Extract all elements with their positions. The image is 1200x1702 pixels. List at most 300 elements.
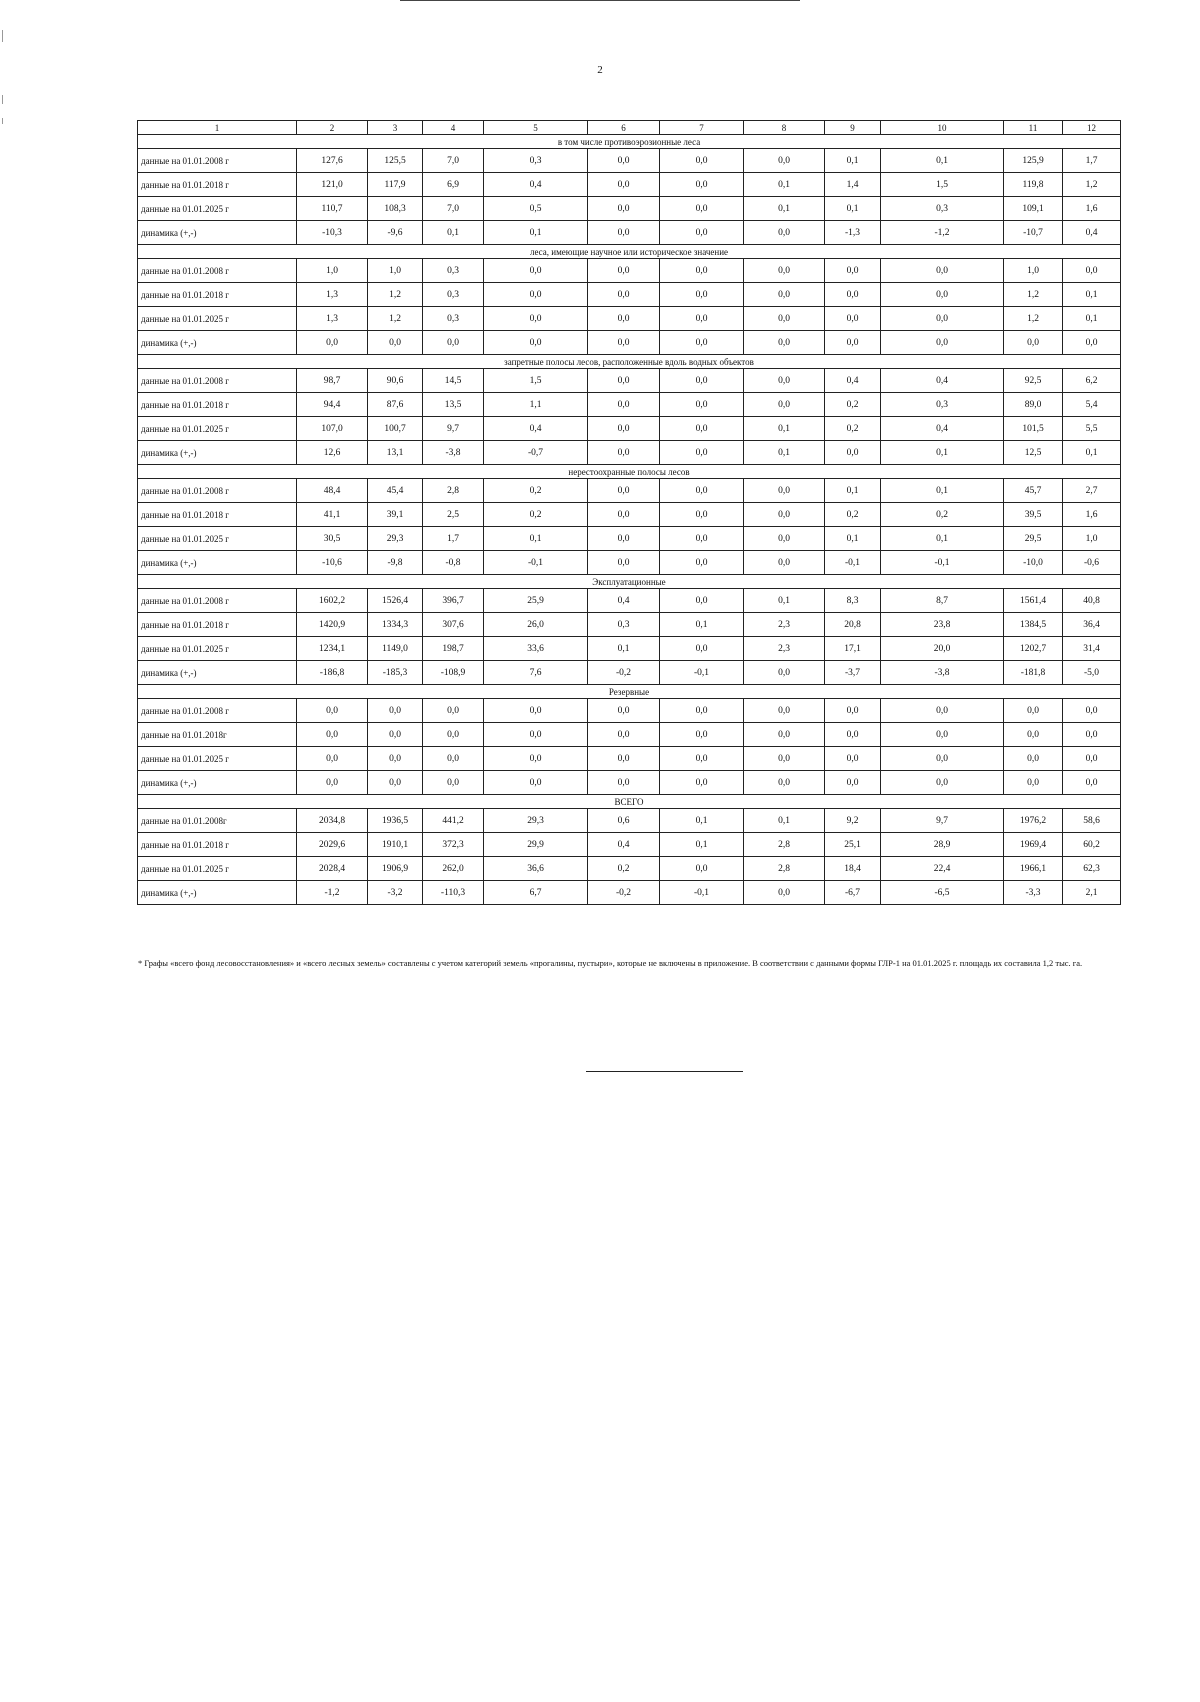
scan-margin-marks [2,0,6,1702]
row-label: данные на 01.01.2025 г [138,527,297,551]
section-row [138,135,1121,149]
table-cell: 1234,1 [297,637,368,661]
table-cell: 0,0 [297,747,368,771]
table-cell: 2,1 [1063,881,1121,905]
table-cell: 0,0 [825,259,881,283]
table-cell: 0,1 [744,589,825,613]
table-cell: 0,1 [881,441,1004,465]
section-row [138,465,1121,479]
table-cell: 0,0 [368,723,423,747]
table-row [138,441,1121,465]
table-cell: 0,1 [484,527,588,551]
table-cell: 0,0 [744,307,825,331]
row-label: данные на 01.01.2008 г [138,589,297,613]
table-cell: 0,0 [744,259,825,283]
table-cell: 2029,6 [297,833,368,857]
table-cell: 0,0 [588,393,660,417]
table-cell: 45,7 [1004,479,1063,503]
table-cell: 0,1 [1063,307,1121,331]
table-cell: 0,0 [588,723,660,747]
table-row [138,307,1121,331]
table-cell: 0,0 [744,221,825,245]
table-cell: 108,3 [368,197,423,221]
section-title: нерестоохранные полосы лесов [138,465,1121,479]
table-cell: 372,3 [423,833,484,857]
table-cell: 0,0 [297,331,368,355]
table-cell: 0,0 [423,723,484,747]
table-cell: 0,1 [1063,441,1121,465]
table-cell: 0,3 [881,393,1004,417]
table-cell: 0,0 [825,699,881,723]
table-cell: 0,0 [660,589,744,613]
row-label: данные на 01.01.2018 г [138,503,297,527]
table-cell: 0,0 [368,331,423,355]
row-label: данные на 01.01.2008г [138,809,297,833]
row-label: динамика (+,-) [138,771,297,795]
table-cell: 0,1 [744,197,825,221]
table-cell: 0,0 [1063,747,1121,771]
table-cell: 0,0 [588,369,660,393]
table-cell: -6,5 [881,881,1004,905]
column-header: 1 [138,121,297,135]
table-cell: 0,0 [881,307,1004,331]
table-cell: 0,3 [423,307,484,331]
table-cell: 25,9 [484,589,588,613]
table-cell: 0,1 [744,441,825,465]
table-cell: 0,0 [660,771,744,795]
table-cell: 0,0 [1063,771,1121,795]
table-cell: 1,4 [825,173,881,197]
column-header: 4 [423,121,484,135]
row-label: данные на 01.01.2008 г [138,369,297,393]
table-cell: 28,9 [881,833,1004,857]
table-cell: 0,1 [1063,283,1121,307]
table-row [138,149,1121,173]
table-cell: -9,8 [368,551,423,575]
row-label: динамика (+,-) [138,441,297,465]
table-cell: 7,6 [484,661,588,685]
table-cell: 36,4 [1063,613,1121,637]
table-cell: 25,1 [825,833,881,857]
section-row [138,795,1121,809]
table-cell: 396,7 [423,589,484,613]
table-cell: 0,0 [744,661,825,685]
table-cell: 23,8 [881,613,1004,637]
table-cell: 0,0 [660,503,744,527]
end-rule [586,1071,743,1072]
table-cell: -10,3 [297,221,368,245]
column-header: 12 [1063,121,1121,135]
table-cell: 100,7 [368,417,423,441]
table-cell: -3,7 [825,661,881,685]
table-cell: 45,4 [368,479,423,503]
table-cell: 0,3 [484,149,588,173]
table-cell: 0,0 [660,221,744,245]
table-cell: 0,0 [588,331,660,355]
table-cell: 0,0 [881,259,1004,283]
table-cell: 0,0 [660,699,744,723]
table-cell: 13,1 [368,441,423,465]
table-cell: -5,0 [1063,661,1121,685]
table-row [138,527,1121,551]
table-row [138,551,1121,575]
table-row [138,197,1121,221]
table-row [138,479,1121,503]
table-cell: 0,0 [660,149,744,173]
table-cell: 0,2 [825,417,881,441]
table-cell: 0,0 [588,503,660,527]
table-cell: 0,0 [744,283,825,307]
table-cell: 0,0 [1004,331,1063,355]
table-cell: 0,0 [1004,771,1063,795]
table-cell: 12,6 [297,441,368,465]
header-row [138,121,1121,135]
table-row [138,637,1121,661]
table-cell: 0,0 [881,723,1004,747]
table-cell: 60,2 [1063,833,1121,857]
table-row [138,771,1121,795]
top-edge-rule [400,0,800,1]
table-cell: 0,2 [881,503,1004,527]
table-cell: 101,5 [1004,417,1063,441]
row-label: данные на 01.01.2025 г [138,307,297,331]
table-cell: 0,0 [588,417,660,441]
table-cell: -110,3 [423,881,484,905]
table-cell: 1,5 [484,369,588,393]
table-cell: -108,9 [423,661,484,685]
table-cell: -186,8 [297,661,368,685]
table-cell: 0,1 [825,527,881,551]
table-cell: 125,9 [1004,149,1063,173]
table-cell: 262,0 [423,857,484,881]
table-cell: 0,0 [588,259,660,283]
table-cell: 0,4 [588,833,660,857]
table-cell: 20,8 [825,613,881,637]
row-label: данные на 01.01.2018г [138,723,297,747]
table-cell: 441,2 [423,809,484,833]
table-cell: 1,2 [368,283,423,307]
table-cell: 0,0 [825,723,881,747]
table-cell: 1,0 [1063,527,1121,551]
table-cell: 0,0 [484,747,588,771]
table-cell: 0,0 [744,369,825,393]
table-cell: 5,4 [1063,393,1121,417]
table-cell: 1,5 [881,173,1004,197]
table-cell: 22,4 [881,857,1004,881]
section-title: в том числе противоэрозионные леса [138,135,1121,149]
table-cell: 1334,3 [368,613,423,637]
table-cell: 1,1 [484,393,588,417]
table-cell: 0,1 [744,809,825,833]
table-cell: -0,1 [825,551,881,575]
table-cell: 0,0 [588,307,660,331]
table-cell: 0,0 [588,197,660,221]
table-row [138,589,1121,613]
table-cell: 0,1 [825,149,881,173]
table-cell: 62,3 [1063,857,1121,881]
table-cell: 0,0 [297,699,368,723]
table-cell: 29,3 [484,809,588,833]
table-cell: 0,4 [484,417,588,441]
table-cell: -185,3 [368,661,423,685]
table-cell: 0,0 [744,747,825,771]
table-cell: 6,2 [1063,369,1121,393]
table-cell: 0,0 [588,479,660,503]
table-cell: 0,0 [881,331,1004,355]
table-cell: 17,1 [825,637,881,661]
table-cell: 0,0 [825,441,881,465]
table-cell: 0,0 [484,699,588,723]
row-label: данные на 01.01.2025 г [138,417,297,441]
table-cell: 119,8 [1004,173,1063,197]
table-cell: -10,0 [1004,551,1063,575]
table-cell: 0,0 [423,331,484,355]
row-label: данные на 01.01.2008 г [138,479,297,503]
section-row [138,245,1121,259]
table-cell: 0,0 [744,479,825,503]
table-row [138,393,1121,417]
table-cell: 125,5 [368,149,423,173]
column-header: 5 [484,121,588,135]
table-cell: 0,0 [881,699,1004,723]
table-cell: 8,7 [881,589,1004,613]
page-number: 2 [597,64,603,76]
table-cell: -0,2 [588,661,660,685]
table-cell: 0,3 [881,197,1004,221]
table-cell: 0,1 [825,479,881,503]
row-label: данные на 01.01.2008 г [138,259,297,283]
table-cell: 36,6 [484,857,588,881]
table-cell: 9,7 [423,417,484,441]
table-cell: 0,0 [825,331,881,355]
table-cell: 0,0 [660,723,744,747]
table-cell: 0,0 [368,699,423,723]
column-header: 3 [368,121,423,135]
table-cell: 2,3 [744,637,825,661]
row-label: данные на 01.01.2025 г [138,747,297,771]
table-cell: 0,0 [1004,723,1063,747]
table-cell: 90,6 [368,369,423,393]
table-cell: 1906,9 [368,857,423,881]
table-cell: 9,7 [881,809,1004,833]
table-cell: 0,1 [660,613,744,637]
table-cell: 0,0 [660,307,744,331]
table-cell: 109,1 [1004,197,1063,221]
table-cell: 0,0 [660,479,744,503]
column-header: 7 [660,121,744,135]
table-cell: 1,2 [1004,283,1063,307]
table-row [138,503,1121,527]
table-cell: -0,1 [484,551,588,575]
row-label: данные на 01.01.2025 г [138,637,297,661]
table-cell: 2,8 [423,479,484,503]
table-cell: 0,0 [588,747,660,771]
table-cell: 0,0 [660,283,744,307]
table-cell: 0,4 [881,369,1004,393]
table-cell: 39,5 [1004,503,1063,527]
section-title: Эксплуатационные [138,575,1121,589]
row-label: динамика (+,-) [138,661,297,685]
row-label: динамика (+,-) [138,331,297,355]
table-cell: 121,0 [297,173,368,197]
table-cell: 0,3 [588,613,660,637]
table-cell: 1384,5 [1004,613,1063,637]
table-cell: 0,1 [423,221,484,245]
table-cell: 2,5 [423,503,484,527]
table-cell: 0,1 [825,197,881,221]
table-cell: 87,6 [368,393,423,417]
table-cell: 0,1 [660,833,744,857]
table-cell: 1,0 [297,259,368,283]
table-cell: 1936,5 [368,809,423,833]
table-cell: 0,0 [660,637,744,661]
table-cell: -0,1 [881,551,1004,575]
table-cell: 31,4 [1063,637,1121,661]
table-cell: 0,0 [484,307,588,331]
section-row [138,355,1121,369]
row-label: данные на 01.01.2008 г [138,699,297,723]
table-cell: 0,0 [744,699,825,723]
table-cell: 0,0 [423,771,484,795]
table-cell: 198,7 [423,637,484,661]
table-cell: 0,4 [1063,221,1121,245]
column-header: 9 [825,121,881,135]
table-cell: 2028,4 [297,857,368,881]
table-cell: 29,3 [368,527,423,551]
table-cell: 0,1 [744,417,825,441]
table-cell: -0,2 [588,881,660,905]
table-cell: -1,2 [297,881,368,905]
table-row [138,661,1121,685]
table-cell: 2,8 [744,833,825,857]
row-label: данные на 01.01.2018 г [138,283,297,307]
table-cell: 0,0 [660,857,744,881]
table-cell: 8,3 [825,589,881,613]
table-cell: 29,9 [484,833,588,857]
table-row [138,417,1121,441]
table-cell: 1,2 [1063,173,1121,197]
table-cell: 39,1 [368,503,423,527]
table-cell: 0,0 [368,747,423,771]
table-cell: 1,7 [423,527,484,551]
section-title: ВСЕГО [138,795,1121,809]
table-cell: 1561,4 [1004,589,1063,613]
table-cell: 48,4 [297,479,368,503]
table-cell: -3,2 [368,881,423,905]
table-cell: 0,0 [1063,699,1121,723]
table-cell: 0,0 [744,331,825,355]
table-cell: 0,4 [588,589,660,613]
table-cell: 1420,9 [297,613,368,637]
table-cell: 107,0 [297,417,368,441]
table-cell: 0,0 [660,441,744,465]
row-label: динамика (+,-) [138,551,297,575]
table-cell: 0,0 [297,771,368,795]
table-cell: 1149,0 [368,637,423,661]
table-cell: 1526,4 [368,589,423,613]
table-cell: 0,0 [588,221,660,245]
table-cell: 7,0 [423,197,484,221]
table-cell: 0,0 [744,527,825,551]
table-cell: 1976,2 [1004,809,1063,833]
table-row [138,259,1121,283]
table-cell: 0,0 [588,173,660,197]
table-cell: 92,5 [1004,369,1063,393]
table-cell: 0,0 [660,197,744,221]
table-cell: 13,5 [423,393,484,417]
table-cell: 6,7 [484,881,588,905]
table-cell: 0,0 [1063,331,1121,355]
table-cell: 0,1 [744,173,825,197]
table-cell: 2,8 [744,857,825,881]
table-cell: 1202,7 [1004,637,1063,661]
row-label: динамика (+,-) [138,881,297,905]
row-label: данные на 01.01.2018 г [138,173,297,197]
table-cell: 7,0 [423,149,484,173]
table-cell: 2034,8 [297,809,368,833]
table-cell: 0,1 [881,479,1004,503]
table-cell: 12,5 [1004,441,1063,465]
table-cell: 0,0 [881,283,1004,307]
table-cell: 30,5 [297,527,368,551]
table-cell: 0,0 [825,283,881,307]
table-cell: 0,0 [588,149,660,173]
table-row [138,833,1121,857]
table-cell: 18,4 [825,857,881,881]
table-cell: 5,5 [1063,417,1121,441]
row-label: данные на 01.01.2018 г [138,393,297,417]
table-cell: 2,3 [744,613,825,637]
table-cell: 26,0 [484,613,588,637]
table-cell: 1910,1 [368,833,423,857]
table-cell: 0,0 [744,149,825,173]
table-cell: 0,0 [1063,259,1121,283]
table-cell: -3,3 [1004,881,1063,905]
table-cell: 0,2 [484,503,588,527]
table-cell: 127,6 [297,149,368,173]
column-header: 8 [744,121,825,135]
table-cell: 0,0 [660,747,744,771]
table-row [138,369,1121,393]
table-cell: 0,0 [588,283,660,307]
table-cell: 0,0 [744,771,825,795]
table-cell: 0,0 [484,771,588,795]
table-cell: 0,4 [881,417,1004,441]
table-cell: 0,0 [588,771,660,795]
table-cell: 9,2 [825,809,881,833]
table-cell: 0,0 [744,503,825,527]
table-cell: 0,2 [484,479,588,503]
table-cell: 1966,1 [1004,857,1063,881]
table-cell: 0,6 [588,809,660,833]
table-cell: 0,0 [881,771,1004,795]
column-header: 6 [588,121,660,135]
table-cell: 0,0 [660,259,744,283]
footnote: * Графы «всего фонд лесовосстановления» и «всего лесных земель» составлены с учетом категорий земель «прогалины, пустыри», которые не включены в приложение. В соответствии с данными формы ГЛР-1 на 01.01.2025 г. площадь их составила 1,2 тыс. га. [138,958,1083,968]
table-cell: 0,0 [588,441,660,465]
table-cell: 1,2 [368,307,423,331]
table-cell: 110,7 [297,197,368,221]
table-row [138,221,1121,245]
table-cell: -0,6 [1063,551,1121,575]
table-cell: 0,0 [881,747,1004,771]
table-cell: 0,0 [297,723,368,747]
table-cell: 0,0 [423,699,484,723]
table-cell: 1,7 [1063,149,1121,173]
table-cell: 41,1 [297,503,368,527]
table-cell: 0,1 [484,221,588,245]
table-cell: 98,7 [297,369,368,393]
